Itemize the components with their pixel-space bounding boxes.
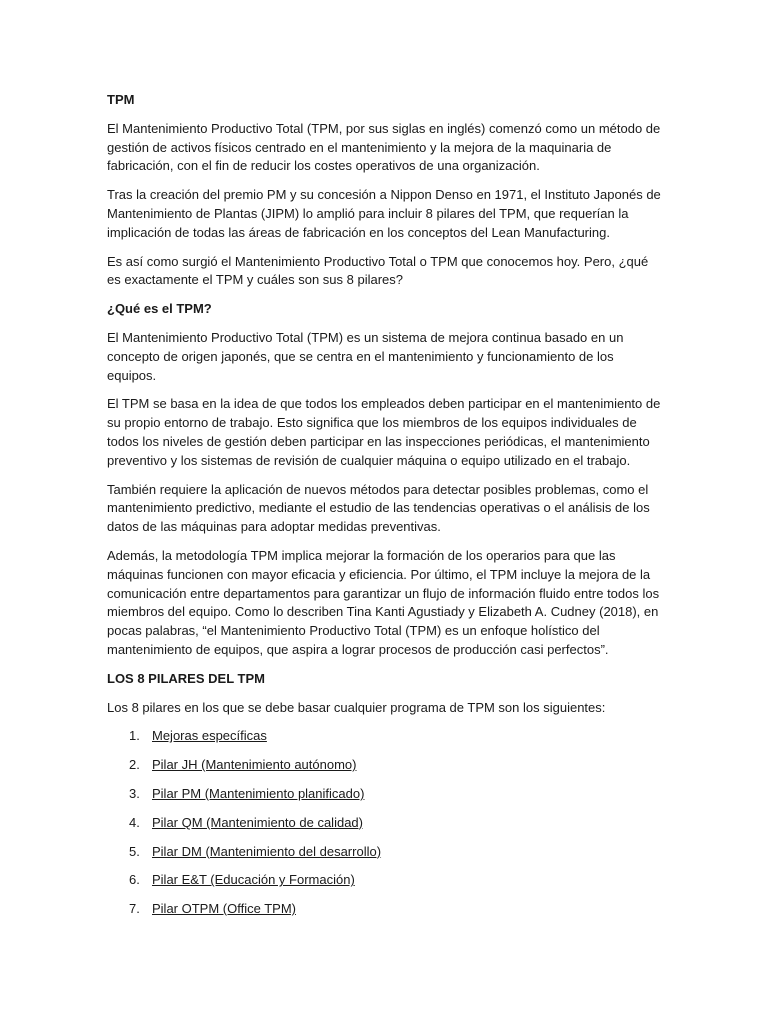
document-page: [107, 91, 663, 929]
paragraph-methods: También requiere la aplicación de nuevos métodos para detectar posibles problemas, como el mantenimiento predictivo, mediante el estudio de las tendencias operativas o el análisis de los datos de las máquinas para adoptar medidas preventivas.: [107, 481, 650, 535]
list-item: [107, 900, 663, 919]
pillar-link-otpm[interactable]: Pilar OTPM (Office TPM): [152, 901, 296, 917]
heading-8-pillars: LOS 8 PILARES DEL TPM: [107, 670, 265, 686]
pillar-link-pm[interactable]: Pilar PM (Mantenimiento planificado): [152, 785, 365, 801]
list-item: [107, 785, 663, 804]
list-item: [107, 871, 663, 890]
heading-tpm: TPM: [107, 92, 135, 107]
paragraph-definition: El Mantenimiento Productivo Total (TPM) es un sistema de mejora continua basado en un concepto de origen japonés, que se centra en el mantenimiento y funcionamiento de los equipos.: [107, 329, 624, 383]
list-number: 5.: [129, 843, 140, 859]
list-item: [107, 843, 663, 862]
pillar-link-et[interactable]: Pilar E&T (Educación y Formación): [152, 872, 355, 888]
paragraph-training: Además, la metodología TPM implica mejorar la formación de los operarios para que las máquinas funcionen con mayor eficacia y eficiencia. Por último, el TPM incluye la mejora de la comunicación entre departamentos para garantizar un flujo de información fluido entre todos los miembros del equipo. Como lo describen Tina Kanti Agustiady y Elizabeth A. Cudney (2018), en pocas palabras, “el Mantenimiento Productivo Total (TPM) es un enfoque holístico del mantenimiento de equipos, que aspira a lograr procesos de producción casi perfectos”.: [107, 547, 660, 657]
list-number: 4.: [129, 814, 140, 830]
list-item: [107, 814, 663, 833]
list-number: 1.: [129, 728, 140, 744]
paragraph-history: Tras la creación del premio PM y su concesión a Nippon Denso en 1971, el Instituto Japonés de Mantenimiento de Plantas (JIPM) lo amplió para incluir 8 pilares del TPM, que requerían la implicación de todas las áreas de fabricación en los conceptos del Lean Manufacturing.: [107, 187, 661, 240]
list-number: 6.: [129, 872, 140, 888]
paragraph-participation: El TPM se basa en la idea de que todos los empleados deben participar en el mantenimiento de su propio entorno de trabajo. Esto significa que los miembros de los equipos individuales de todos los niveles de gestión deben participar en las inspecciones periódicas, el mantenimiento preventivo y los sistemas de revisión de cualquier máquina o equipo utilizado en el trabajo.: [107, 396, 661, 468]
pillar-link-mejoras[interactable]: Mejoras específicas: [152, 728, 267, 744]
pillar-link-qm[interactable]: Pilar QM (Mantenimiento de calidad): [152, 814, 363, 830]
paragraph-intro: El Mantenimiento Productivo Total (TPM, por sus siglas en inglés) comenzó como un método de gestión de activos físicos centrado en el mantenimiento y la mejora de la maquinaria de fabricación, con el fin de reducir los costes operativos de una organización.: [107, 120, 661, 174]
list-number: 7.: [129, 901, 140, 917]
list-item: [107, 756, 663, 775]
heading-what-is-tpm: ¿Qué es el TPM?: [107, 301, 212, 317]
list-item: [107, 727, 663, 746]
paragraph-pillars-intro: Los 8 pilares en los que se debe basar cualquier programa de TPM son los siguientes:: [107, 699, 606, 715]
list-number: 3.: [129, 785, 140, 801]
pillars-list: [107, 727, 663, 919]
pillar-link-jh[interactable]: Pilar JH (Mantenimiento autónomo): [152, 757, 357, 773]
list-number: 2.: [129, 757, 140, 773]
pillar-link-dm[interactable]: Pilar DM (Mantenimiento del desarrollo): [152, 843, 382, 859]
paragraph-question: Es así como surgió el Mantenimiento Productivo Total o TPM que conocemos hoy. Pero, ¿qué es exactamente el TPM y cuáles son sus 8 pilares?: [107, 253, 649, 288]
